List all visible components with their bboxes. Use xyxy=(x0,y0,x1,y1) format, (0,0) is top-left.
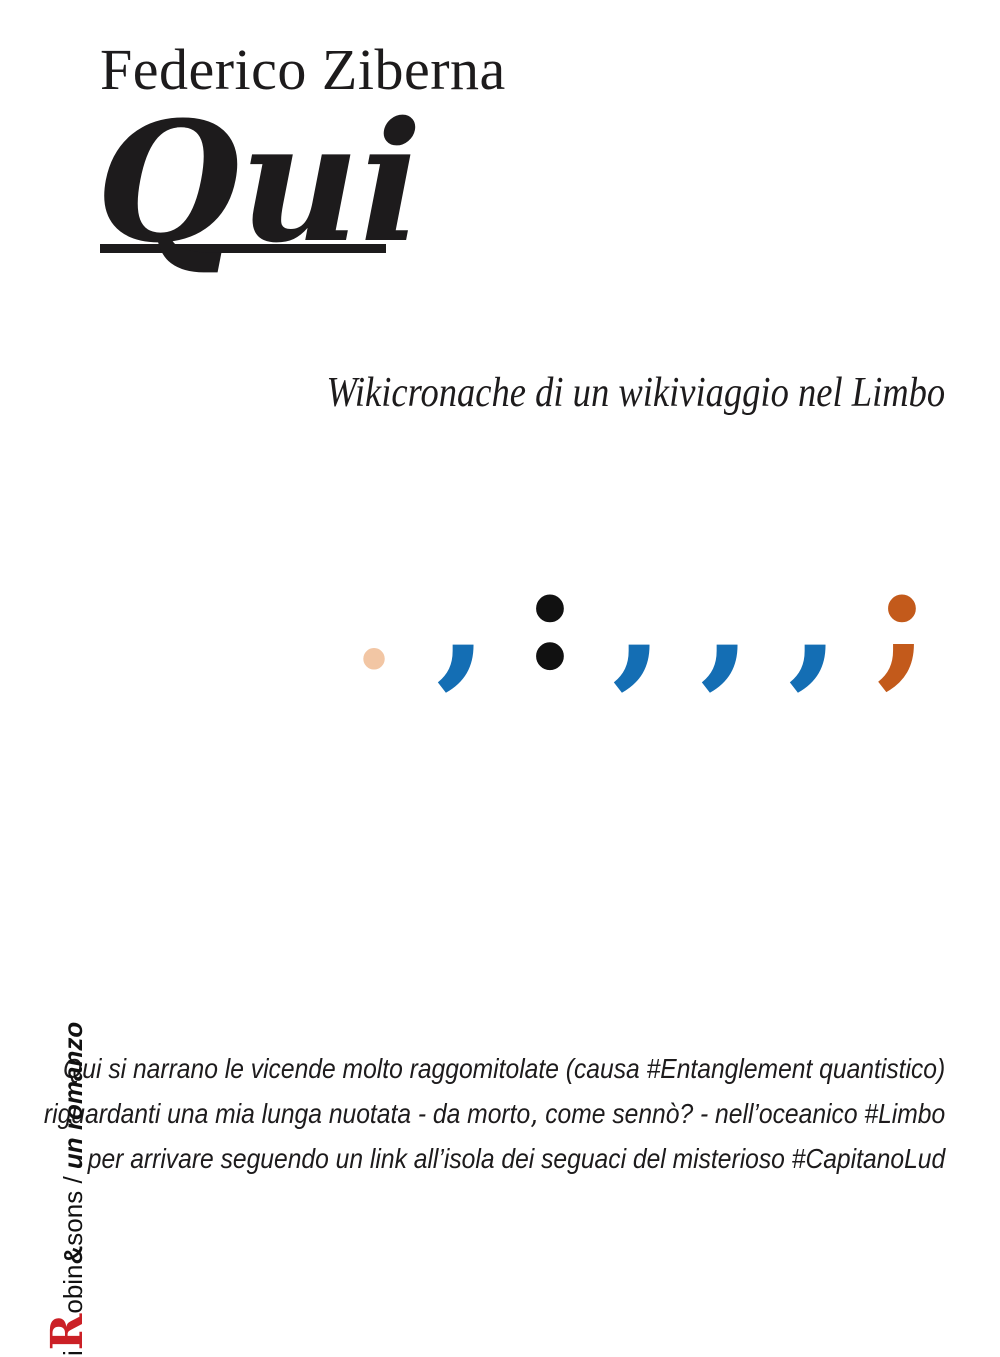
blurb-line-2 xyxy=(44,1091,945,1136)
publisher-name-part: obin xyxy=(58,1264,88,1314)
publisher-name-sons: sons xyxy=(58,1190,88,1246)
series-label: un romanzo xyxy=(58,1021,88,1170)
publisher-spine xyxy=(42,1021,95,1356)
publisher-initial: R xyxy=(42,1313,93,1351)
spine-prefix: i xyxy=(58,1350,88,1356)
author-name: Federico Ziberna xyxy=(100,37,506,102)
book-subtitle: Wikicronache di un wikiviaggio nel Limbo xyxy=(326,370,945,416)
blurb-line-1: Qui si narrano le vicende molto raggomitolate (causa #Entanglement quantistico) xyxy=(62,1053,945,1084)
comma-mark: , xyxy=(787,528,841,704)
back-blurb xyxy=(44,1046,945,1181)
spine-separator: / xyxy=(58,1169,88,1191)
blurb-line-2-text-cont: come sennò? - nell’oceanico #Limbo xyxy=(538,1098,945,1129)
book-title: Qui xyxy=(96,85,423,279)
blurb-line-3: per arrivare seguendo un link all’isola dei seguaci del misterioso #CapitanoLud xyxy=(87,1143,945,1174)
period-mark: . xyxy=(353,561,395,696)
blurb-line-2-text: riguardanti una mia lunga nuotata - da morto xyxy=(43,1098,530,1129)
colon-mark: : xyxy=(522,528,578,704)
semicolon-mark: ; xyxy=(874,528,930,704)
comma-mark: , xyxy=(435,528,489,704)
comma-mark: , xyxy=(699,528,753,704)
ampersand-glyph: & xyxy=(58,1245,88,1265)
decorative-comma-glyph: , xyxy=(529,1096,539,1130)
punctuation-row xyxy=(330,528,946,704)
comma-mark: , xyxy=(611,528,665,704)
